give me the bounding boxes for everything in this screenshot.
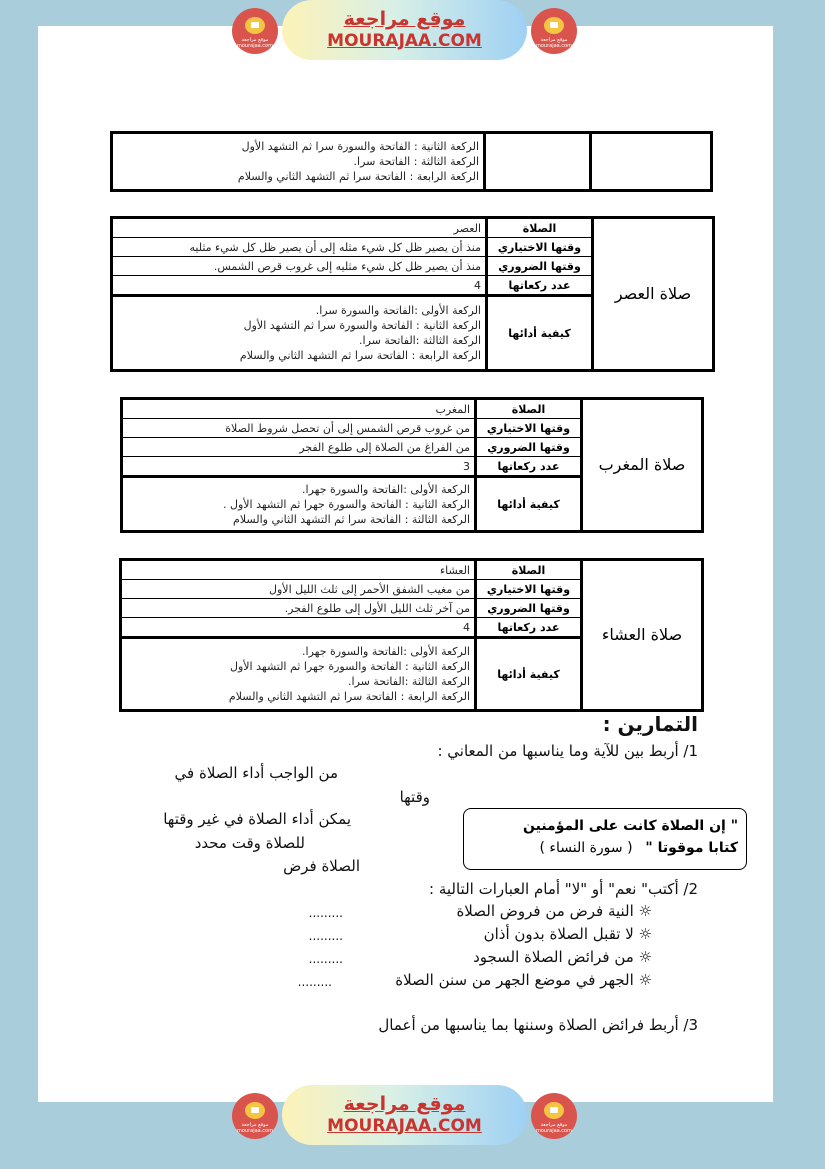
meaning-option[interactable]: يمكن أداء الصلاة في غير وقتها [163,810,351,828]
exercises-title: التمارين : [602,712,698,736]
row-value: الركعة الأولى :الفاتحة والسورة سرا. الركعة الثانية : الفاتحة والسورة سرا ثم التشهد الأول الركعة الثالثة :الفاتحة سرا. الركعة الرابعة : الفاتحة سرا ثم التشهد الثاني والسلام [112,296,487,371]
row-label: عدد ركعاتها [476,618,582,638]
verse-line-2: كتابا موقوتا " ( سورة النساء ) [539,840,738,856]
top-banner[interactable] [232,0,577,60]
row-value: العشاء [121,560,476,580]
section-title [591,133,712,191]
asr-table [110,216,715,372]
row-label: الصلاة [476,399,582,419]
site-name-arabic: موقع مراجعة [343,1093,466,1115]
row-label: عدد ركعاتها [487,276,593,296]
meaning-option[interactable]: من الواجب أداء الصلاة في [174,764,338,782]
isha-table [119,558,704,712]
statement-text: ☼ من فرائض الصلاة السجود [473,948,652,966]
exercise-1-prompt: 1/ أربط بين للآية وما يناسبها من المعاني : [437,742,698,760]
answer-blank[interactable]: ......... [308,929,343,943]
row-label: وقتها الضروري [476,438,582,457]
statement-text: ☼ الجهر في موضع الجهر من سنن الصلاة [395,971,652,989]
row-value: من آخر ثلث الليل الأول إلى طلوع الفجر. [121,599,476,618]
row-value: الركعة الثانية : الفاتحة والسورة سرا ثم التشهد الأول الركعة الثالثة : الفاتحة سرا. الركعة الرابعة : الفاتحة سرا ثم التشهد الثاني والسلام [112,133,485,191]
row-label: وقتها الاختياري [476,580,582,599]
row-label: الصلاة [476,560,582,580]
row-value: 3 [122,457,476,477]
site-logo-left: موقع مراجعة mourajaa.com [232,8,278,54]
maghrib-table [120,397,704,533]
bottom-banner[interactable] [232,1085,577,1145]
site-name-english: MOURAJAA.COM [327,31,482,51]
meaning-option[interactable]: وقتها [399,788,430,806]
row-value: من غروب قرص الشمس إلى أن تحصل شروط الصلاة [122,419,476,438]
row-label: وقتها الضروري [476,599,582,618]
row-value: من الفراغ من الصلاة إلى طلوع الفجر [122,438,476,457]
row-label: عدد ركعاتها [476,457,582,477]
row-label: الصلاة [487,218,593,238]
exercise-3-prompt: 3/ أربط فرائض الصلاة وسننها بما يناسبها من أعمال [378,1016,698,1034]
row-value: الركعة الأولى :الفاتحة والسورة جهرا. الركعة الثانية : الفاتحة والسورة جهرا ثم التشهد الأول . الركعة الثالثة : الفاتحة سرا ثم التشهد الثاني والسلام [122,477,476,532]
section-title: صلاة العشاء [582,560,703,711]
site-name-pill[interactable] [282,0,527,60]
row-value: العصر [112,218,487,238]
row-label: كيفية أدائها [476,477,582,532]
row-label: كيفية أدائها [487,296,593,371]
statement-text: ☼ لا تقبل الصلاة بدون أذان [483,925,652,943]
answer-blank[interactable]: ......... [297,975,332,989]
quran-verse-box[interactable] [463,808,747,870]
site-name-arabic: موقع مراجعة [343,8,466,30]
row-label: وقتها الاختياري [476,419,582,438]
meaning-option[interactable]: للصلاة وقت محدد [194,834,305,852]
row-value: منذ أن يصير ظل كل شيء مثله إلى أن يصير ظل كل شيء مثليه [112,238,487,257]
dhuhr-continuation-table [110,131,713,192]
answer-blank[interactable]: ......... [308,906,343,920]
site-name-english: MOURAJAA.COM [327,1116,482,1136]
row-label: وقتها الضروري [487,257,593,276]
verse-reference: ( سورة النساء ) [539,840,633,856]
row-value: 4 [112,276,487,296]
verse-line-1: " إن الصلاة كانت على المؤمنين [523,818,738,834]
site-logo-left: موقع مراجعة mourajaa.com [232,1093,278,1139]
answer-blank[interactable]: ......... [308,952,343,966]
exercise-2-prompt: 2/ أكتب" نعم" أو "لا" أمام العبارات التالية : [429,880,698,898]
row-value: الركعة الأولى :الفاتحة والسورة جهرا. الركعة الثانية : الفاتحة والسورة جهرا ثم التشهد الأول الركعة الثالثة :الفاتحة سرا. الركعة الرابعة : الفاتحة سرا ثم التشهد الثاني والسلام [121,638,476,711]
row-value: 4 [121,618,476,638]
row-label [485,133,591,191]
site-logo-right: موقع مراجعة mourajaa.com [531,8,577,54]
site-logo-right: موقع مراجعة mourajaa.com [531,1093,577,1139]
section-title: صلاة العصر [593,218,714,371]
section-title: صلاة المغرب [582,399,703,532]
site-name-pill[interactable] [282,1085,527,1145]
statement-text: ☼ النية فرض من فروض الصلاة [456,902,652,920]
row-value: منذ أن يصير ظل كل شيء مثليه إلى غروب قرص الشمس. [112,257,487,276]
row-value: المغرب [122,399,476,419]
row-value: من مغيب الشفق الأحمر إلى ثلث الليل الأول [121,580,476,599]
row-label: وقتها الاختياري [487,238,593,257]
row-label: كيفية أدائها [476,638,582,711]
meaning-option[interactable]: الصلاة فرض [283,857,360,875]
